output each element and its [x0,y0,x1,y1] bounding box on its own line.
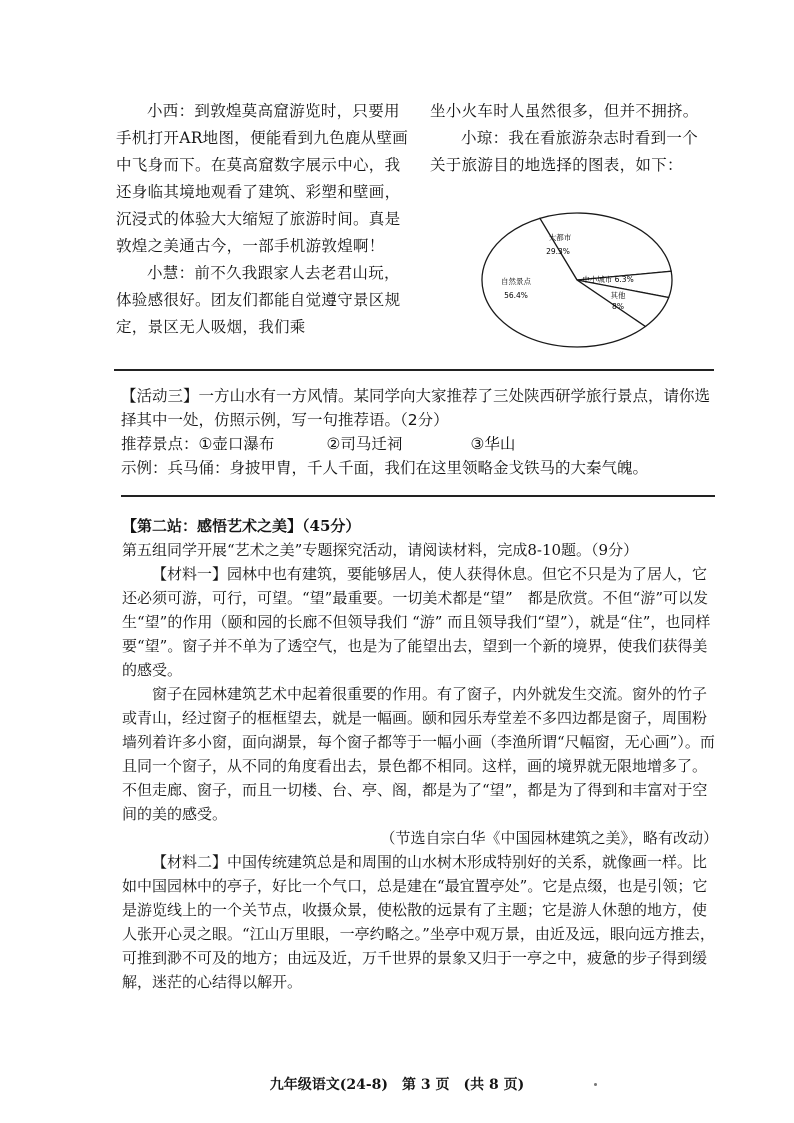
spots-label: 推荐景点： [121,435,199,453]
slice-big-city-value: 29.3% [546,247,570,256]
slice-natural-scenery-value: 56.4% [504,291,528,300]
dialogue-xiaoxi: 小西：到敦煌莫高窟游览时，只要用手机打开AR地图，便能看到九色鹿从壁画中飞身而下。在莫高窟数字展示中心，我还身临其境地观看了建筑、彩塑和壁画，沉浸式的体验大大缩短了旅游时间。真是敦煌之美通古今，一部手机游敦煌啊！ [116,102,409,255]
scan-speck [594,1083,597,1086]
activity-three-heading: 【活动三】 [121,387,199,405]
dialogue-xiaoqiong: 小琼：我在看旅游杂志时看到一个关于旅游目的地选择的图表，如下： [430,129,699,174]
slice-small-city-label: 中小城市 6.3% [582,275,634,284]
slice-big-city-label: 大都市 [548,233,572,242]
activity-three [121,384,711,480]
slice-natural-scenery-label: 自然景点 [501,277,531,286]
section-divider-middle [121,495,715,497]
material-one-paragraph-2: 窗子在园林建筑艺术中起着很重要的作用。有了窗子，内外就发生交流。窗外的竹子或青山，经过窗子的框框望去，就是一幅画。颐和园乐寿堂差不多四边都是窗子，周围粉墙列着许多小窗，面向湖景，每个窗子都等于一幅小画（李渔所谓“尺幅窗，无心画”）。而且同一个窗子，从不同的角度看出去，景色都不相同。这样，画的境界就无限地增多了。不但走廊、窗子，而且一切楼、台、亭、阁，都是为了“望”，都是为了得到和丰富对于空间的美的感受。 [122,685,715,823]
activity-three-prompt: 一方山水有一方风情。某同学向大家推荐了三处陕西研学旅行景点，请你选择其中一处，仿照示例，写一句推荐语。（2分） [121,387,711,429]
spot-huashan: ③华山 [470,435,516,453]
station-two [122,514,718,994]
dialogue-left-column [116,98,412,341]
section-divider-top [114,369,714,371]
material-one-paragraph-1: 【材料一】园林中也有建筑，要能够居人，使人获得休息。但它不只是为了居人，它还必须可游，可行，可望。“望”最重要。一切美术都是“望” 都是欣赏。不但“游”可以发生“望”的作用（颐和园的长廊不但领导我们 “游” 而且领导我们“望”），就是“住”，也同样要“望”。窗子并不单为了透空气，也是为了能望出去，望到一个新的境界，使我们获得美的感受。 [122,565,711,679]
page-footer: 九年级语文(24-8) 第 3 页 (共 8 页) [269,1077,525,1093]
spot-hukou-waterfall: ①壶口瀑布 [198,435,275,453]
recommendation-example: 示例：兵马俑：身披甲胄，千人千面，我们在这里领略金戈铁马的大秦气魄。 [121,459,649,477]
dialogue-xiaohui-continued: 坐小火车时人虽然很多，但并不拥挤。 [430,102,699,120]
station-two-intro: 第五组同学开展“艺术之美”专题探究活动，请阅读材料，完成8-10题。（9分） [122,541,639,559]
material-one-source: （节选自宗白华《中国园林建筑之美》，略有改动） [380,829,718,847]
dialogue-right-column [430,98,708,179]
material-two-paragraph: 【材料二】中国传统建筑总是和周围的山水树木形成特别好的关系，就像画一样。比如中国园林中的亭子，好比一个气口，总是建在“最宜置亭处”。它是点缀，也是引领；它是游览线上的一个关节点，收摄众景，使松散的远景有了主题；它是游人休憩的地方，使人张开心灵之眼。“江山万里眼，一亭约略之。”坐亭中观万景，由近及远，眼向远方推去，可推到渺不可及的地方；由远及近，万千世界的景象又归于一亭之中，疲惫的步子得到缓解，迷茫的心结得以解开。 [122,853,715,991]
pie-chart [476,210,676,350]
station-two-heading: 【第二站：感悟艺术之美】（45分） [122,517,361,535]
pie-chart-svg [476,210,676,350]
slice-other-value: 8% [612,302,624,311]
activity-three-prompt-line [121,384,711,432]
recommended-spots [121,432,711,456]
spot-simaqian-temple: ②司马迁祠 [326,435,403,453]
dialogue-xiaohui: 小慧：前不久我跟家人去老君山玩，体验感很好。团友们都能自觉遵守景区规定，景区无人吸烟，我们乘 [116,264,401,336]
slice-other-label: 其他 [610,291,626,300]
